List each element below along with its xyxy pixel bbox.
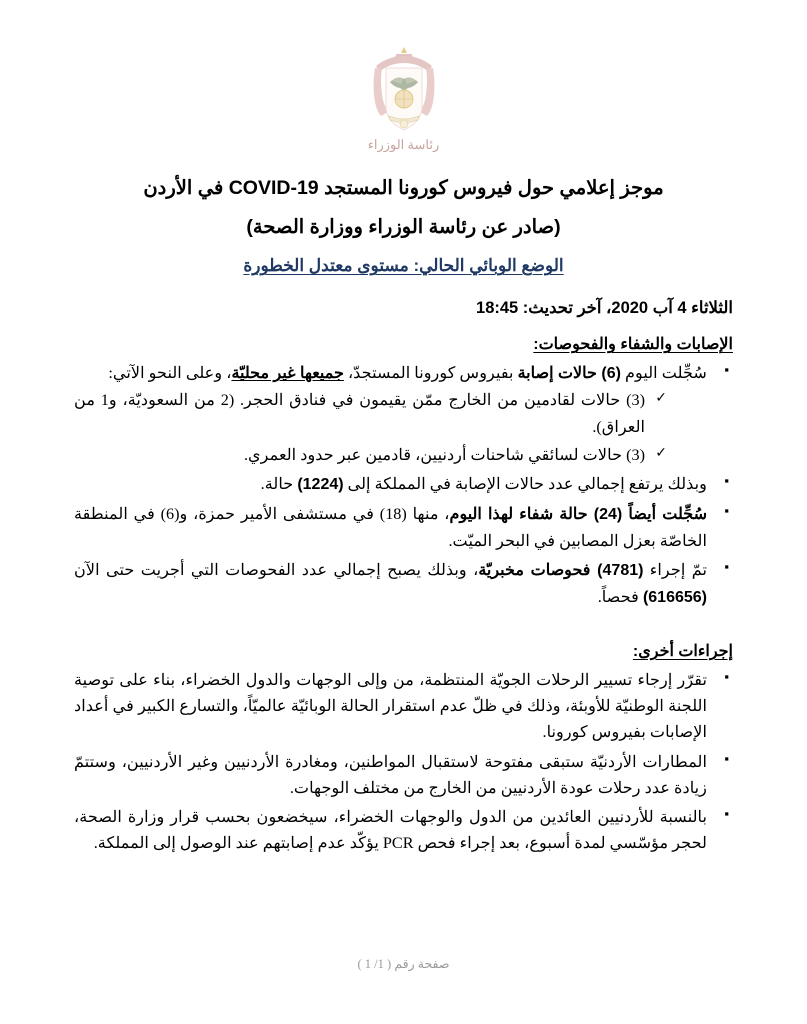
section-heading: الإصابات والشفاء والفحوصات: [533,336,733,354]
list-item: ▪ المطارات الأردنيّة ستبقى مفتوحة لاستقبال المواطنين، ومغادرة الأردنيين وغير الأردنيين، وستتمّ زيادة عدد رحلات عودة الأردنيين من الخارج من مختلف الوجهات. [74,749,733,801]
list-item: ▪ بالنسبة للأردنيين العائدين من الدول والوجهات الخضراء، سيخضعون بحسب قرار وزارة الصحة، لحجر مؤسّسي لمدة أسبوع، بعد إجراء فحص PCR يؤكّد عدم إصابتهم عند الوصول إلى المملكة. [74,804,733,856]
sub-list-item: ✓ (3) حالات لسائقي شاحنات أردنيين، قادمين عبر حدود العمري. [74,442,669,468]
list-item: ▪ سُجِّلت أيضاً (24) حالة شفاء لهذا اليوم، منها (18) في مستشفى الأمير حمزة، و(6) في المنطقة الخاصّة بعزل المصابين في البحر الميّت. [74,501,733,554]
logo-block [74,44,733,153]
bullet-list [74,667,733,857]
page-title: موجز إعلامي حول فيروس كورونا المستجد COVID-19 في الأردن [143,177,664,199]
bullet-list [74,360,733,610]
section-heading: إجراءات أخرى: [632,642,733,660]
sections-container [74,318,733,859]
list-item: ▪ تقرّر إرجاء تسيير الرحلات الجويّة المنتظمة، من وإلى الوجهات والدول الخضراء، بناء على توصية اللجنة الوطنيّة للأوبئة، وذلك في ظلّ عدم استقرار الحالة الوبائيّة عالميّاً، والتسارع الكبير في أعداد الإصابات بفيروس كورونا. [74,667,733,746]
page-footer: صفحة رقم ( 1/ 1 ) [357,957,450,971]
sub-list-item: ✓ (3) حالات لقادمين من الخارج ممّن يقيمون في فنادق الحجر. (2 من السعوديّة، و1 من العراق). [74,387,669,439]
epidemic-status-line: الوضع الوبائي الحالي: مستوى معتدل الخطورة [243,256,564,276]
date-and-update-time: الثلاثاء 4 آب 2020، آخر تحديث: 18:45 [476,299,733,318]
list-item: ▪ وبذلك يرتفع إجمالي عدد حالات الإصابة في المملكة إلى (1224) حالة. [74,471,733,498]
sub-bullet-list [74,387,707,468]
page-subtitle: (صادر عن رئاسة الوزراء ووزارة الصحة) [246,216,561,239]
jordan-coat-of-arms-icon [356,44,452,136]
list-item: ▪ سُجِّلت اليوم (6) حالات إصابة بفيروس كورونا المستجدّ، جميعها غير محليّة، وعلى النحو الآتي: ✓ (3) حالات لقادمين من الخارج ممّن يقيمون في فنادق الحجر. (2 من السعوديّة، و1 من العراق). ✓ (3) حالات لسائقي شاحنات أردنيين، قادمين عبر حدود العمري. [74,360,733,468]
list-item: ▪ تمّ إجراء (4781) فحوصات مخبريّة، وبذلك يصبح إجمالي عدد الفحوصات التي أجريت حتى الآن (616656) فحصاً. [74,557,733,611]
logo-caption: رئاسة الوزراء [367,137,440,152]
